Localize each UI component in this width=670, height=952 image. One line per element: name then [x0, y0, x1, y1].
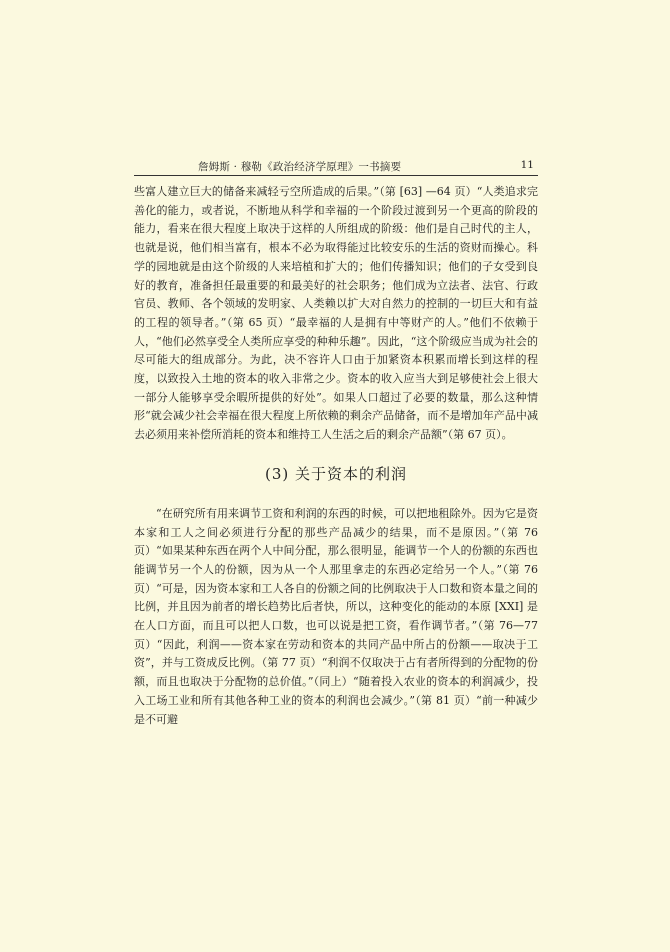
section-heading: (3) 关于资本的利润: [264, 464, 408, 483]
running-header: [134, 157, 538, 176]
page-body: [134, 183, 538, 729]
paragraph-1: 些富人建立巨大的储备来减轻亏空所造成的后果。”（第 [63] —64 页）“人类追求完善化的能力，或者说，不断地从科学和幸福的一个阶段过渡到另一个更高的阶段的能力，看来在很大程度上取决于这样的人所组成的阶级：他们是自己时代的主人，也就是说，他们相当富有，根本不必为取得能过比较安乐的生活的资财而操心。科学的园地就是由这个阶级的人来培植和扩大的；他们传播知识；他们的子女受到良好的教育，准备担任最重要的和最美好的社会职务；他们成为立法者、法官、行政官员、教师、各个领域的发明家、人类赖以扩大对自然力的控制的一切巨大和有益的工程的领导者。”（第 65 页）“最幸福的人是拥有中等财产的人。”他们不依赖于人，“他们必然享受全人类所应享受的种种乐趣”。因此，“这个阶级应当成为社会的尽可能大的组成部分。为此，决不容许人口由于加紧资本积累而增长到这样的程度，以致投入土地的资本的收入非常之少。资本的收入应当大到足够使社会上很大一部分人能够享受余暇所提供的好处”。如果人口超过了必要的数量，那么这种情形“就会减少社会幸福在很大程度上所依赖的剩余产品储备，而不是增加年产品中减去必须用来补偿所消耗的资本和维持工人生活之后的剩余产品额”（第 67 页）。: [134, 185, 538, 442]
paragraph-2: “在研究所有用来调节工资和利润的东西的时候，可以把地租除外。因为它是资本家和工人之间必须进行分配的那些产品减少的结果，而不是原因。”（第 76 页）“如果某种东西在两个人中间分配，那么很明显，能调节一个人的份额的东西也能调节另一个人的份额，因为从一个人那里拿走的东西必定给另一个人。”（第 76 页）“可是，因为资本家和工人各自的份额之间的比例取决于人口数和资本量之间的比例，并且因为前者的增长趋势比后者快，所以，这种变化的能动的本原 [XXI] 是在人口方面，而且可以把人口数，也可以说是把工资，看作调节者。”（第 76—77 页）“因此，利润——资本家在劳动和资本的共同产品中所占的份额——取决于工资”，并与工资成反比例。（第 77 页）“利润不仅取决于占有者所得到的分配物的份额，而且也取决于分配物的总价值。”（同上）“随着投入农业的资本的利润减少，投入工场工业和所有其他各种工业的资本的利润也会减少。”（第 81 页）“前一种减少是不可避: [134, 506, 538, 726]
running-header-title: 詹姆斯 · 穆勒《政治经济学原理》一书摘要: [198, 161, 402, 173]
page-number: 11: [520, 159, 534, 171]
